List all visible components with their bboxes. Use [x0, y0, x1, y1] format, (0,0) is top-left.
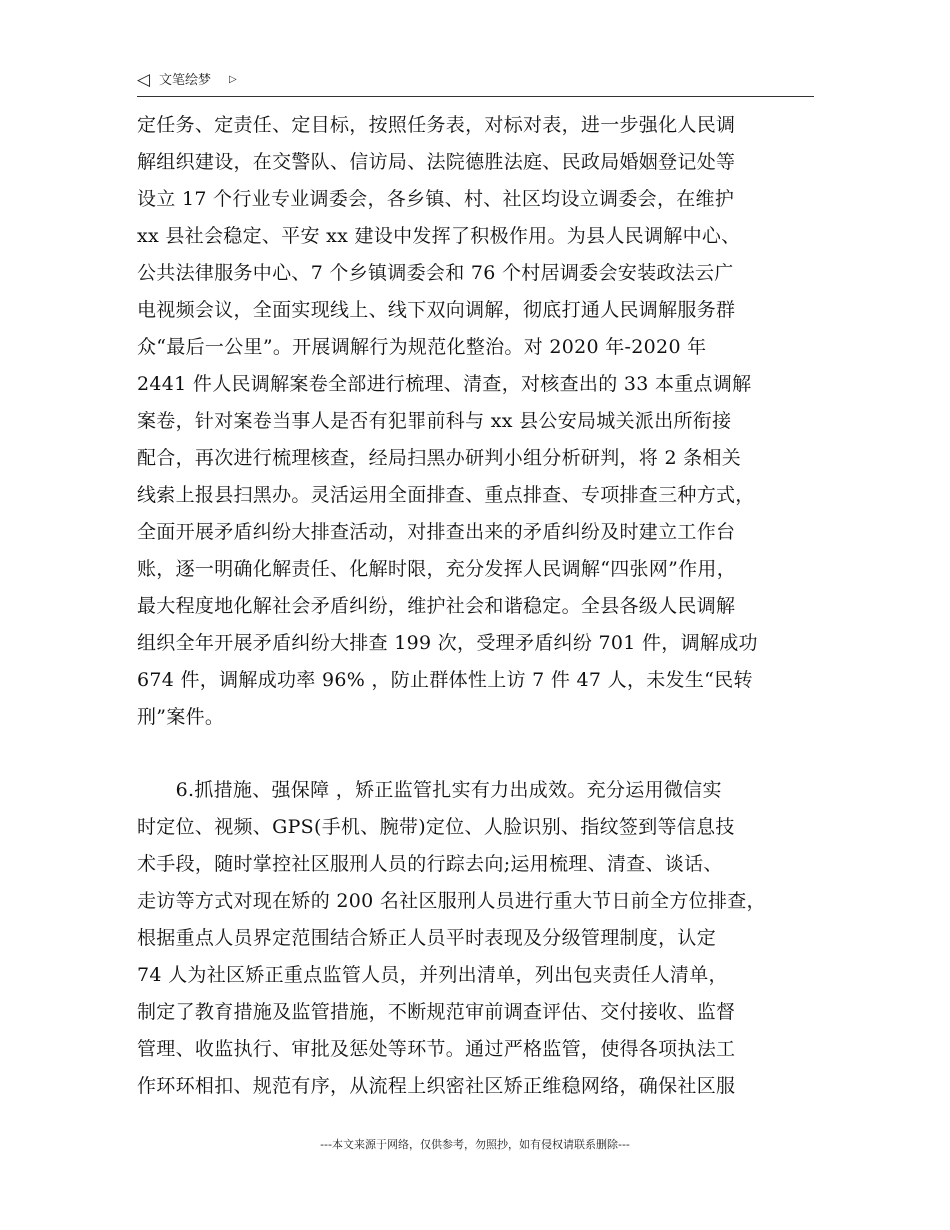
paragraph-1 [137, 107, 817, 736]
text-line: 管理、收监执行、审批及惩处等环节。通过严格监管，使得各项执法工 [137, 1038, 736, 1060]
text-line: 公共法律服务中心、7 个乡镇调委会和 76 个村居调委会安装政法云广 [137, 262, 734, 284]
text-line: 案卷，针对案卷当事人是否有犯罪前科与 xx 县公安局城关派出所衔接 [137, 410, 732, 432]
document-body [137, 107, 817, 1105]
header-title: 文笔绘梦 [159, 73, 212, 88]
text-line: xx 县社会稳定、平安 xx 建设中发挥了积极作用。为县人民调解中心、 [137, 225, 741, 247]
text-line: 账，逐一明确化解责任、化解时限，充分发挥人民调解“四张网”作用， [137, 558, 737, 580]
text-line: 根据重点人员界定范围结合矫正人员平时表现及分级管理制度，认定 [137, 927, 717, 949]
paragraph-2 [137, 772, 817, 1105]
text-line: 全面开展矛盾纠纷大排查活动，对排查出来的矛盾纠纷及时建立工作台 [137, 521, 736, 543]
text-line: 设立 17 个行业专业调委会，各乡镇、村、社区均设立调委会，在维护 [137, 188, 735, 210]
paragraph-gap [137, 736, 817, 772]
text-line: 2441 件人民调解案卷全部进行梳理、清查，对核查出的 33 本重点调解 [137, 373, 752, 395]
text-line: 定任务、定责任、定目标，按照任务表，对标对表，进一步强化人民调 [137, 114, 736, 136]
text-line: 众“最后一公里”。开展调解行为规范化整治。对 2020 年-2020 年 [137, 336, 707, 358]
page-footer: ---本文来源于网络，仅供参考，勿照抄，如有侵权请联系删除--- [320, 1138, 630, 1151]
text-line: 74 人为社区矫正重点监管人员，并列出清单，列出包夹责任人清单， [137, 964, 728, 986]
text-line: 作环环相扣、规范有序，从流程上织密社区矫正维稳网络，确保社区服 [137, 1075, 736, 1097]
text-line: 解组织建设，在交警队、信访局、法院德胜法庭、民政局婚姻登记处等 [137, 151, 736, 173]
right-triangle-icon: ▷ [229, 74, 237, 85]
text-line: 组织全年开展矛盾纠纷大排查 199 次，受理矛盾纠纷 701 件，调解成功 [137, 632, 758, 654]
text-line: 最大程度地化解社会矛盾纠纷，维护社会和谐稳定。全县各级人民调解 [137, 595, 736, 617]
left-triangle-icon: ◁ [137, 70, 151, 90]
text-line: 刑”案件。 [137, 706, 225, 728]
text-line: 术手段，随时掌控社区服刑人员的行踪去向;运用梳理、清查、谈话、 [137, 853, 723, 875]
text-line: 时定位、视频、GPS(手机、腕带)定位、人脸识别、指纹签到等信息技 [137, 816, 735, 838]
text-line: 线索上报县扫黑办。灵活运用全面排查、重点排查、专项排查三种方式， [137, 484, 755, 506]
text-line: 走访等方式对现在矫的 200 名社区服刑人员进行重大节日前全方位排查， [137, 890, 766, 912]
text-line: 电视频会议，全面实现线上、线下双向调解，彻底打通人民调解服务群 [137, 299, 736, 321]
text-line: 配合，再次进行梳理核查，经局扫黑办研判小组分析研判，将 2 条相关 [137, 447, 742, 469]
text-line: 6.抓措施、强保障 ，矫正监管扎实有力出成效。充分运用微信实 [137, 779, 722, 801]
page-header [137, 68, 814, 97]
text-line: 674 件，调解成功率 96% ，防止群体性上访 7 件 47 人，未发生“民转 [137, 669, 753, 691]
text-line: 制定了教育措施及监管措施，不断规范审前调查评估、交付接收、监督 [137, 1001, 736, 1023]
